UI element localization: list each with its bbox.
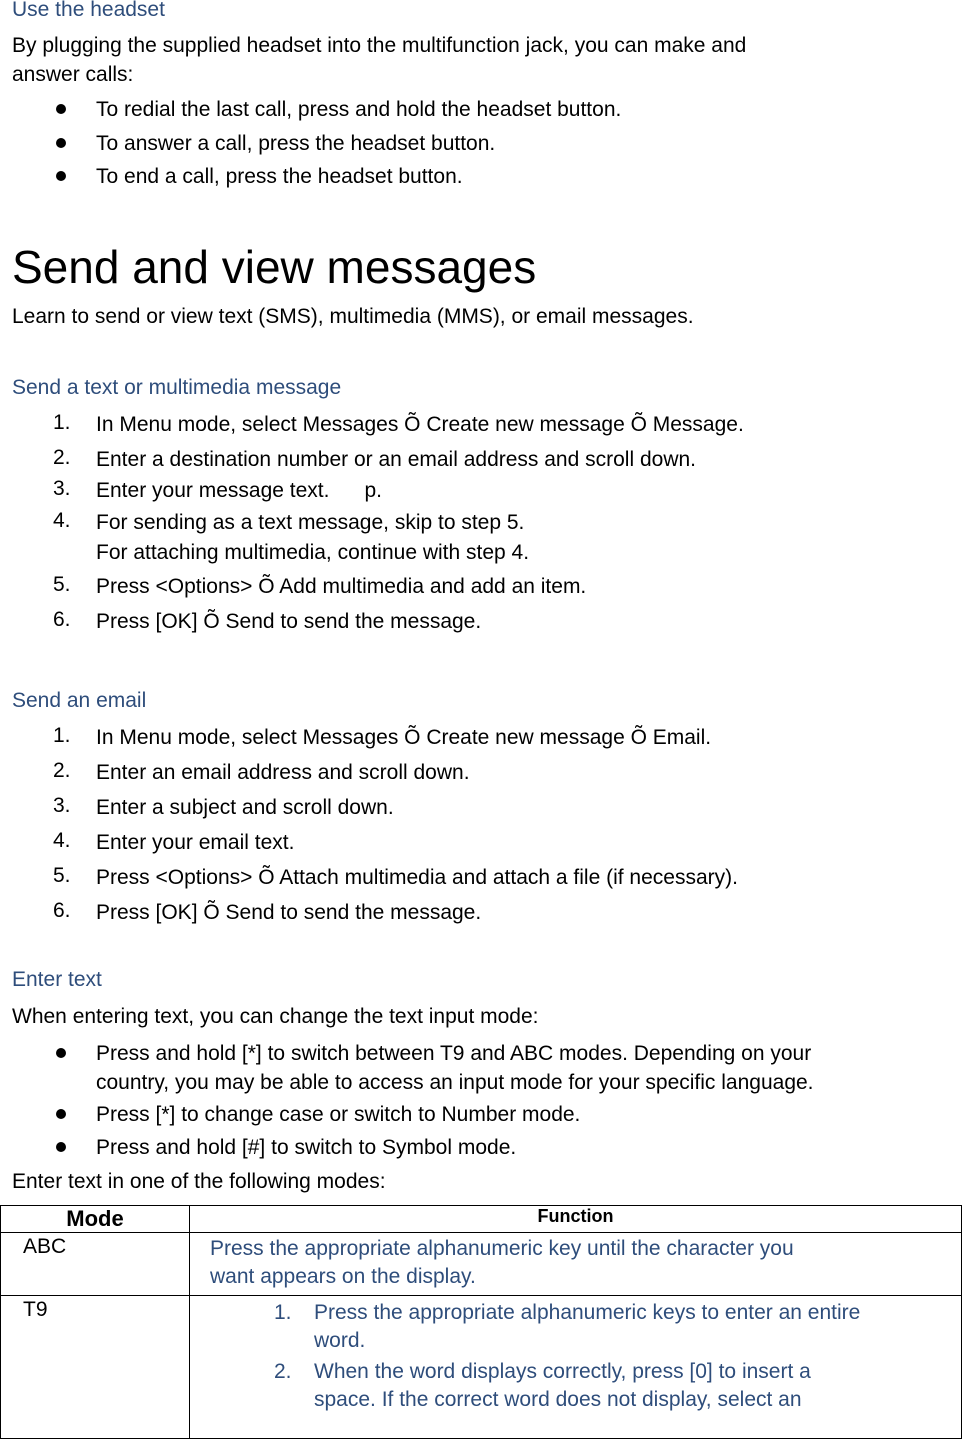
function-text: When the word displays correctly, press [0] to insert a bbox=[314, 1360, 811, 1383]
send-text-step-continued: For attaching multimedia, continue with step 4. bbox=[96, 541, 530, 564]
send-email-step: In Menu mode, select Messages Õ Create new message Õ Email. bbox=[96, 726, 712, 749]
list-item bbox=[274, 1299, 961, 1355]
function-cell bbox=[190, 1296, 962, 1439]
step-number: 1. bbox=[53, 724, 71, 747]
step-number: 3. bbox=[53, 477, 71, 500]
send-text-step: Press <Options> Õ Add multimedia and add an item. bbox=[96, 575, 587, 598]
send-email-step: Enter a subject and scroll down. bbox=[96, 796, 394, 819]
step-number: 5. bbox=[53, 864, 71, 887]
modes-intro: Enter text in one of the following modes: bbox=[12, 1170, 386, 1193]
send-text-step: For sending as a text message, skip to step 5. bbox=[96, 511, 525, 534]
headset-bullet: To redial the last call, press and hold the headset button. bbox=[96, 98, 622, 121]
column-header-mode: Mode bbox=[1, 1206, 190, 1233]
section-title-send-email: Send an email bbox=[12, 689, 147, 712]
send-email-step: Enter your email text. bbox=[96, 831, 295, 854]
function-text: Press the appropriate alphanumeric key until the character you bbox=[210, 1237, 794, 1260]
send-text-step: Press [OK] Õ Send to send the message. bbox=[96, 610, 482, 633]
step-number: 4. bbox=[53, 829, 71, 852]
column-header-function: Function bbox=[190, 1206, 962, 1233]
step-number: 1. bbox=[53, 411, 71, 434]
section-title-enter-text: Enter text bbox=[12, 968, 102, 991]
messages-intro: Learn to send or view text (SMS), multimedia (MMS), or email messages. bbox=[12, 305, 694, 328]
enter-text-bullet: Press [*] to change case or switch to Number mode. bbox=[96, 1103, 581, 1126]
send-text-step: Enter your message text. p. bbox=[96, 479, 382, 502]
enter-text-bullet: Press and hold [*] to switch between T9 and ABC modes. Depending on your bbox=[96, 1042, 812, 1065]
mode-cell: T9 bbox=[1, 1296, 190, 1439]
bullet-icon bbox=[56, 1048, 66, 1058]
function-text: Press the appropriate alphanumeric keys to enter an entire bbox=[314, 1301, 861, 1324]
bullet-icon bbox=[56, 138, 66, 148]
send-email-step: Press <Options> Õ Attach multimedia and attach a file (if necessary). bbox=[96, 866, 738, 889]
step-number: 6. bbox=[53, 899, 71, 922]
step-number: 5. bbox=[53, 573, 71, 596]
send-email-step: Press [OK] Õ Send to send the message. bbox=[96, 901, 482, 924]
step-number: 3. bbox=[53, 794, 71, 817]
send-email-step: Enter an email address and scroll down. bbox=[96, 761, 470, 784]
headset-intro-line2: answer calls: bbox=[12, 63, 134, 86]
headset-bullet: To answer a call, press the headset button. bbox=[96, 132, 496, 155]
step-number: 2. bbox=[53, 446, 71, 469]
t9-steps bbox=[210, 1299, 961, 1414]
mode-cell: ABC bbox=[1, 1233, 190, 1296]
bullet-icon bbox=[56, 1109, 66, 1119]
function-cell bbox=[190, 1233, 962, 1296]
function-text: space. If the correct word does not display, select an bbox=[314, 1388, 802, 1411]
section-title-headset: Use the headset bbox=[12, 0, 165, 21]
enter-text-intro: When entering text, you can change the text input mode: bbox=[12, 1005, 539, 1028]
enter-text-bullet: Press and hold [#] to switch to Symbol mode. bbox=[96, 1136, 517, 1159]
page-title: Send and view messages bbox=[12, 241, 537, 293]
modes-table bbox=[0, 1205, 962, 1439]
headset-intro-line1: By plugging the supplied headset into the multifunction jack, you can make and bbox=[12, 34, 747, 57]
function-text: want appears on the display. bbox=[210, 1265, 476, 1288]
enter-text-bullet-continued: country, you may be able to access an input mode for your specific language. bbox=[96, 1071, 814, 1094]
bullet-icon bbox=[56, 104, 66, 114]
send-text-step: Enter a destination number or an email address and scroll down. bbox=[96, 448, 696, 471]
table-header-row bbox=[1, 1206, 962, 1233]
table-row bbox=[1, 1296, 962, 1439]
step-number: 1. bbox=[274, 1301, 292, 1324]
step-number: 2. bbox=[274, 1360, 292, 1383]
bullet-icon bbox=[56, 1142, 66, 1152]
step-number: 6. bbox=[53, 608, 71, 631]
step-number: 2. bbox=[53, 759, 71, 782]
function-text: word. bbox=[314, 1329, 366, 1352]
bullet-icon bbox=[56, 171, 66, 181]
headset-bullet: To end a call, press the headset button. bbox=[96, 165, 463, 188]
send-text-step: In Menu mode, select Messages Õ Create new message Õ Message. bbox=[96, 413, 744, 436]
step-number: 4. bbox=[53, 509, 71, 532]
section-title-send-text: Send a text or multimedia message bbox=[12, 376, 342, 399]
list-item bbox=[274, 1358, 961, 1414]
table-row bbox=[1, 1233, 962, 1296]
